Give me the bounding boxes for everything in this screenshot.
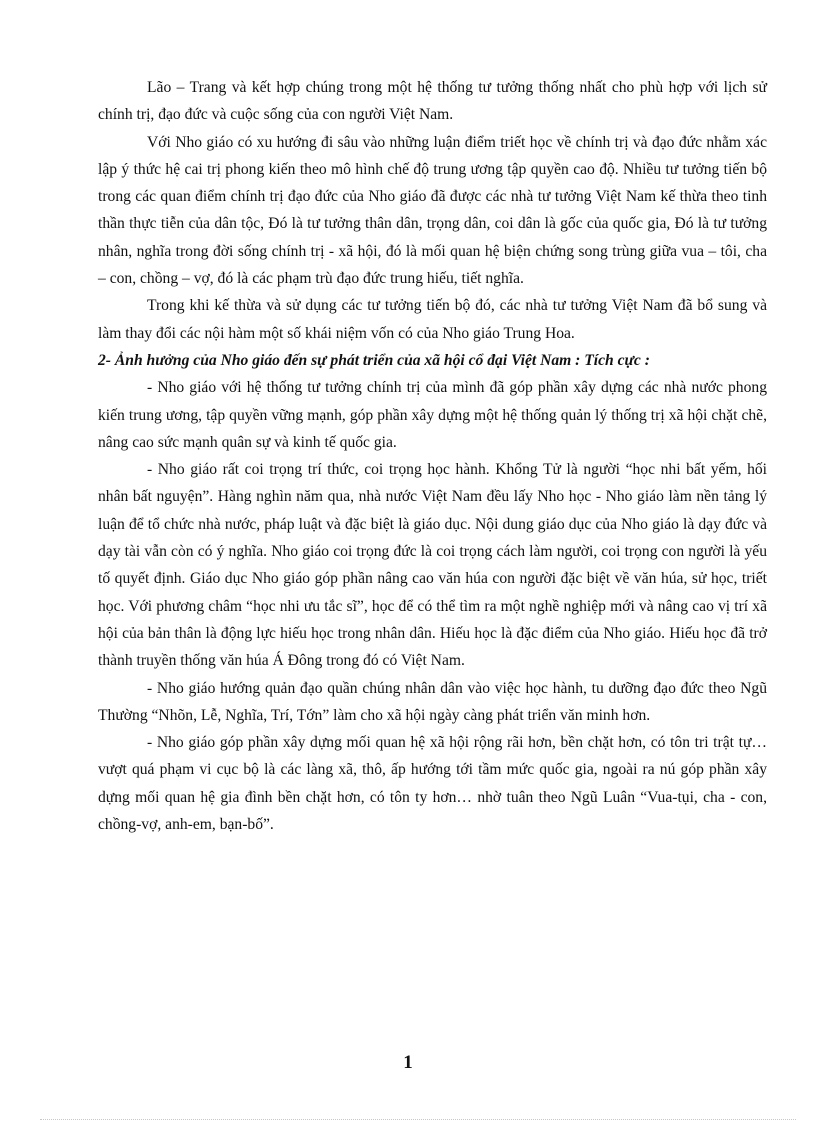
bullet-paragraph-2: - Nho giáo rất coi trọng trí thức, coi trọng học hành. Khổng Tử là người “học nhi bất yếm, hối nhân bất nguyện”. Hàng nghìn năm qua, nhà nước Việt Nam đều lấy Nho học - Nho giáo làm nền tảng lý luận để tổ chức nhà nước, pháp luật và đặc biệt là giáo dục. Nội dung giáo dục của Nho giáo là dạy đức và dạy tài vẫn còn có ý nghĩa. Nho giáo coi trọng đức là coi trọng cách làm người, coi trọng con người là yếu tố quyết định. Giáo dục Nho giáo góp phần nâng cao văn húa con người đặc biệt về văn húa, sử học, triết học. Với phương châm “học nhi ưu tắc sĩ”, học để có thể tìm ra một nghề nghiệp mới và nâng cao vị trí xã hội của bản thân là động lực hiếu học trong nhân dân. Hiếu học là đặc điểm của Nho giáo. Hiếu học đã trở thành truyền thống văn húa Á Đông trong đó có Việt Nam.: [98, 461, 767, 670]
bullet-paragraph-1: - Nho giáo với hệ thống tư tưởng chính trị của mình đã góp phần xây dựng các nhà nước phong kiến trung ương, tập quyền vững mạnh, góp phần xây dựng một hệ thống quản lý thống trị xã hội chặt chẽ, nâng cao sức mạnh quân sự và kinh tế quốc gia.: [98, 379, 767, 451]
section-heading: 2- Ảnh hưởng của Nho giáo đến sự phát triển của xã hội cổ đại Việt Nam : Tích cực :: [98, 351, 650, 369]
paragraph-3: Trong khi kế thừa và sử dụng các tư tưởng tiến bộ đó, các nhà tư tưởng Việt Nam đã bổ sung và làm thay đổi các nội hàm một số khái niệm vốn có của Nho giáo Trung Hoa.: [98, 297, 767, 342]
bullet-paragraph-3: - Nho giáo hướng quản đạo quần chúng nhân dân vào việc học hành, tu dưỡng đạo đức theo Ngũ Thường “Nhõn, Lễ, Nghĩa, Trí, Tớn” làm cho xã hội ngày càng phát triển văn minh hơn.: [98, 679, 767, 724]
document-body: [98, 74, 767, 838]
bullet-paragraph-4: - Nho giáo góp phần xây dựng mối quan hệ xã hội rộng rãi hơn, bền chặt hơn, có tôn tri trật tự… vượt quá phạm vi cục bộ là các làng xã, thô, ấp hướng tới tầm mức quốc gia, ngoài ra nú góp phần xây dựng mối quan hệ gia đình bền chặt hơn, có tôn ty hơn… nhờ tuân theo Ngũ Luân “Vua-tụi, cha - con, chồng-vợ, anh-em, bạn-bố”.: [98, 734, 767, 834]
paragraph-2: Với Nho giáo có xu hướng đi sâu vào những luận điểm triết học về chính trị và đạo đức nhằm xác lập ý thức hệ cai trị phong kiến theo mô hình chế độ trung ương tập quyền cao độ. Nhiều tư tưởng tiến bộ trong các quan điểm chính trị đạo đức của Nho giáo đã được các nhà tư tưởng Việt Nam kế thừa theo tinh thần thực tiễn của dân tộc, Đó là tư tưởng thân dân, trọng dân, coi dân là gốc của quốc gia, Đó là tư tưởng nhân, nghĩa trong đời sống chính trị - xã hội, đó là mối quan hệ biện chứng song trùng giữa vua – tôi, cha – con, chồng – vợ, đó là các phạm trù đạo đức trung hiếu, tiết nghĩa.: [98, 133, 767, 288]
page-number: 1: [403, 1052, 413, 1073]
paragraph-1: Lão – Trang và kết hợp chúng trong một hệ thống tư tưởng thống nhất cho phù hợp với lịch sử chính trị, đạo đức và cuộc sống của con người Việt Nam.: [98, 79, 767, 124]
page-bottom-divider: [40, 1119, 796, 1120]
